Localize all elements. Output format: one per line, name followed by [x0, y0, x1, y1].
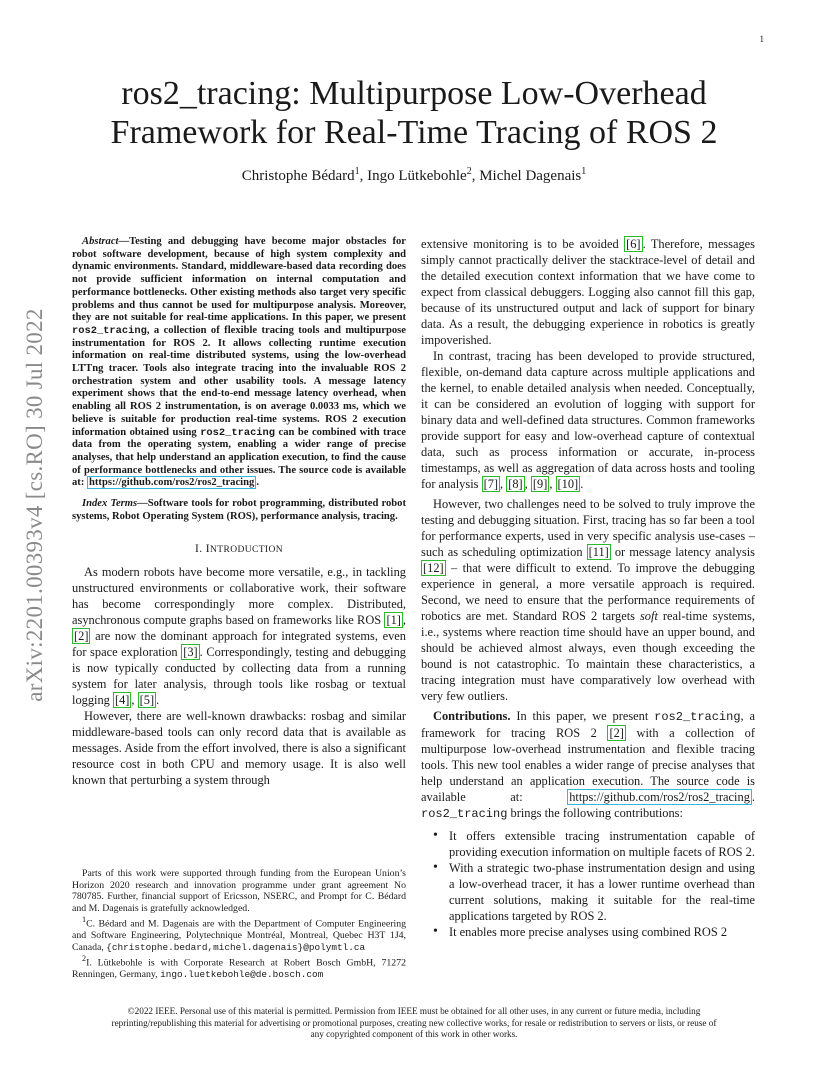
arxiv-stamp-text: arXiv:2201.00393v4 [cs.RO] 30 Jul 2022 — [22, 308, 47, 702]
text: – that were difficult to extend. To improve the debugging experience in general, a more versatile approach is required. Second, we need to ensure that the performance requirements of robotics are met. Standard ROS 2 targets — [421, 561, 755, 623]
text: , — [524, 477, 531, 491]
author-name: Christophe Bédard — [241, 168, 355, 184]
citation-link[interactable]: [2] — [609, 726, 624, 740]
code-ros2-tracing: ros2_tracing — [200, 426, 276, 439]
text: . — [156, 693, 160, 708]
source-code-link[interactable]: https://github.com/ros2/ros2_tracing — [89, 477, 255, 489]
text: are now the dominant approach for integrated systems, even for space exploration — [72, 629, 406, 660]
paper-title — [70, 74, 758, 152]
text: . — [751, 790, 755, 804]
contributions-list — [421, 828, 755, 940]
author-affiliation: 1 — [581, 166, 587, 177]
citation-link[interactable]: [8] — [508, 477, 523, 491]
abstract-text: , a collection of flexible tracing tools and multipurpose instrumentation for ROS 2. It allows collecting runtime execution information on real-time distributed systems, using the low-overhead LTTng tracer. Tools also integrate tracing into the invaluable ROS 2 orchestration system and other usability tools. A message latency experiment shows that the end-to-end message latency overhead, when enabling all ROS 2 instrumentation, is on average 0.0033 ms, which we believe is suitable for production real-time systems. ROS 2 execution information obtained using — [72, 324, 406, 438]
intro-paragraph-1 — [72, 564, 406, 708]
affiliation-footnote-2 — [72, 953, 406, 980]
text: , — [402, 613, 406, 628]
right-paragraph-3 — [421, 496, 755, 704]
text: . Correspondingly, testing and debugging is now typically conducted by collecting data from a running system for later analysis, through tools like rosbag or textual logging — [72, 645, 407, 708]
affiliation-footnote-1 — [72, 914, 406, 953]
right-column — [421, 236, 755, 940]
left-column — [72, 236, 406, 788]
citation-link[interactable]: [1] — [386, 613, 401, 628]
abstract-text: —Testing and debugging have become major obstacles for robot software development, because of high system complexity and dynamic environments. Standard, middleware-based data recording does not provide sufficient information on internal computation and performance bottlenecks. Other existing methods also target very specific problems and thus cannot be used for multipurpose analysis. Moreover, they are not suitable for real-time applications. In this paper, we present — [72, 236, 406, 324]
text: In contrast, tracing has been developed to provide structured, flexible, on-demand data capture across multiple applications and the kernel, to enable detailed analysis when needed. Conceptually, it can be considered an evolution of logging with support for binary data and well-defined data structures. Common frameworks provide support for easy and low-overhead capture of contextual data, such as process information or accurate, in-process timestamps, as well as aggregation of data across hosts and tooling for analysis — [421, 349, 755, 491]
abstract-text: . — [256, 477, 259, 489]
author-name: Michel Dagenais — [479, 168, 582, 184]
footnote-marker: 2 — [82, 954, 87, 964]
abstract — [72, 236, 406, 490]
abstract-lead: Abstract — [82, 236, 119, 247]
code-ros2-tracing: ros2_tracing — [654, 710, 741, 724]
footnote-text: C. Bédard and M. Dagenais are with the Department of Computer Engineering and Software Engineering, Polytechnique Montréal, Montreal, Quebec H3T 1J4, Canada, — [72, 918, 406, 953]
contributions-lead: Contributions. — [433, 709, 511, 723]
arxiv-stamp — [22, 300, 48, 710]
footnote-email: ingo.luetkebohle@de.bosch.com — [160, 969, 324, 981]
citation-link[interactable]: [9] — [532, 477, 548, 491]
right-paragraph-1 — [421, 236, 755, 348]
text: , — [500, 477, 507, 491]
right-paragraph-2 — [421, 348, 755, 492]
citation-link[interactable]: [12] — [423, 561, 444, 575]
footnote-marker: 1 — [82, 915, 87, 925]
author-affiliation: 1 — [354, 166, 360, 177]
section-heading-introduction: I. INTRODUCTION — [194, 543, 284, 556]
list-item: • It offers extensible tracing instrumentation capable of providing execution information on multiple facets of ROS 2. — [421, 828, 755, 860]
text: or message latency analysis — [610, 545, 755, 559]
intro-paragraph-2: However, there are well-known drawbacks: rosbag and similar middleware-based tools can only record data that is available as messages. Aside from the effort involved, there is also a significant resource cost in both CPU and memory usage. It is also well known that perturbing a system through — [72, 709, 406, 788]
citation-link[interactable]: [4] — [114, 693, 130, 708]
citation-link[interactable]: [2] — [74, 629, 89, 644]
title-line-1: ros2_tracing: Multipurpose Low-Overhead — [121, 75, 707, 112]
text: . Therefore, messages simply cannot practically deliver the stacktrace-level of detail and the detailed execution context information that we have come to expect from classical debuggers. Logging also cannot fill this gap, because of its unstructured output and lack of support for binary data. As a result, the debugging experience in robotics is greatly impoverished. — [421, 237, 755, 347]
author-list: Christophe Bédard$^1$, Ingo Lütkebohle$^2$, Michel Dagenais$^1$ — [241, 166, 587, 184]
list-item: • It enables more precise analyses using combined ROS 2 — [421, 924, 755, 940]
code-ros2-tracing: ros2_tracing — [72, 324, 147, 337]
copyright-notice: ©2022 IEEE. Personal use of this material is permitted. Permission from IEEE must be obtained for all other uses, in any current or future media, including reprinting/republishing this material for advertising or promotional purposes, creating new collective works, for resale or redistribution to servers or lists, or reuse of any copyrighted component of this work in other works. — [111, 1006, 717, 1039]
funding-footnote: Parts of this work were supported through funding from the European Union’s Horizon 2020 research and innovation programme under grant agreement No 780785. Further, financial support of Ericsson, NSERC, and Prompt for C. Bédard and M. Dagenais is gratefully acknowledged. — [72, 868, 406, 914]
source-code-link[interactable]: https://github.com/ros2/ros2_tracing — [569, 790, 750, 804]
text: extensive monitoring is to be avoided — [421, 237, 625, 251]
code-ros2-tracing: ros2_tracing — [421, 807, 508, 821]
text: brings the following contributions: — [507, 806, 683, 820]
title-line-2: Framework for Real-Time Tracing of ROS 2 — [110, 114, 718, 151]
index-terms — [72, 498, 406, 523]
text: , — [131, 693, 138, 708]
text: , — [549, 477, 556, 491]
author-name: Ingo Lütkebohle — [367, 168, 467, 184]
citation-link[interactable]: [5] — [139, 693, 155, 708]
list-item: • With a strategic two-phase instrumentation design and using a low-overhead tracer, it has a lower runtime overhead than current solutions, making it suitable for the real-time applications targeted by ROS 2. — [421, 860, 755, 924]
citation-link[interactable]: [11] — [588, 545, 609, 559]
footnote-text: I. Lütkebohle is with Corporate Research at Robert Bosch GmbH, 71272 Renningen, Germany, — [72, 957, 406, 981]
page-number: 1 — [759, 34, 764, 44]
footnotes — [72, 868, 406, 981]
emphasis-soft: soft — [639, 609, 658, 623]
citation-link[interactable]: [3] — [183, 645, 198, 660]
citation-link[interactable]: [6] — [626, 237, 641, 251]
footnote-email: {christophe.bedard,michel.dagenais}@polymtl.ca — [106, 941, 366, 953]
text: However, two challenges need to be solved to truly improve the testing and debugging situation. First, tracing has so far been a tool for performance experts, used in very specific analysis use-cases – such as scheduling optimization — [421, 497, 755, 559]
index-terms-lead: Index Terms — [82, 498, 138, 510]
text: As modern robots have become more versatile, e.g., in tackling unstructured environments or collaborative work, their software has become correspondingly more complex. Distributed, asynchronous compute graphs based on frameworks like ROS — [72, 565, 406, 628]
text: In this paper, we present — [510, 709, 655, 723]
text: real-time systems, i.e., systems where reaction time should have an upper bound, and should be achieved almost always, even though exceeding the bound is not catastrophic. To maintain these characteristics, a tracing integration must have comparatively low overhead with very few outliers. — [421, 609, 755, 703]
author-affiliation: 2 — [466, 166, 472, 177]
citation-link[interactable]: [7] — [483, 477, 499, 491]
text: , a framework for tracing ROS 2 — [421, 709, 755, 740]
citation-link[interactable]: [10] — [557, 477, 579, 491]
text: with a collection of multipurpose low-overhead instrumentation and flexible tracing tools. This new tool enables a wider range of precise analyses that help understand an application execution. The source code is available at: — [421, 726, 755, 804]
index-terms-text: —Software tools for robot programming, distributed robot systems, Robot Operating System (ROS), performance analysis, tracing. — [72, 498, 406, 522]
contributions-paragraph — [421, 708, 755, 822]
text: . — [580, 477, 584, 491]
abstract-text: can be combined with trace data from the operating system, enabling a wider range of precise analyses, that help understand an application execution, to find the cause of performance bottlenecks and other issues. The source code is available at: — [72, 426, 406, 489]
